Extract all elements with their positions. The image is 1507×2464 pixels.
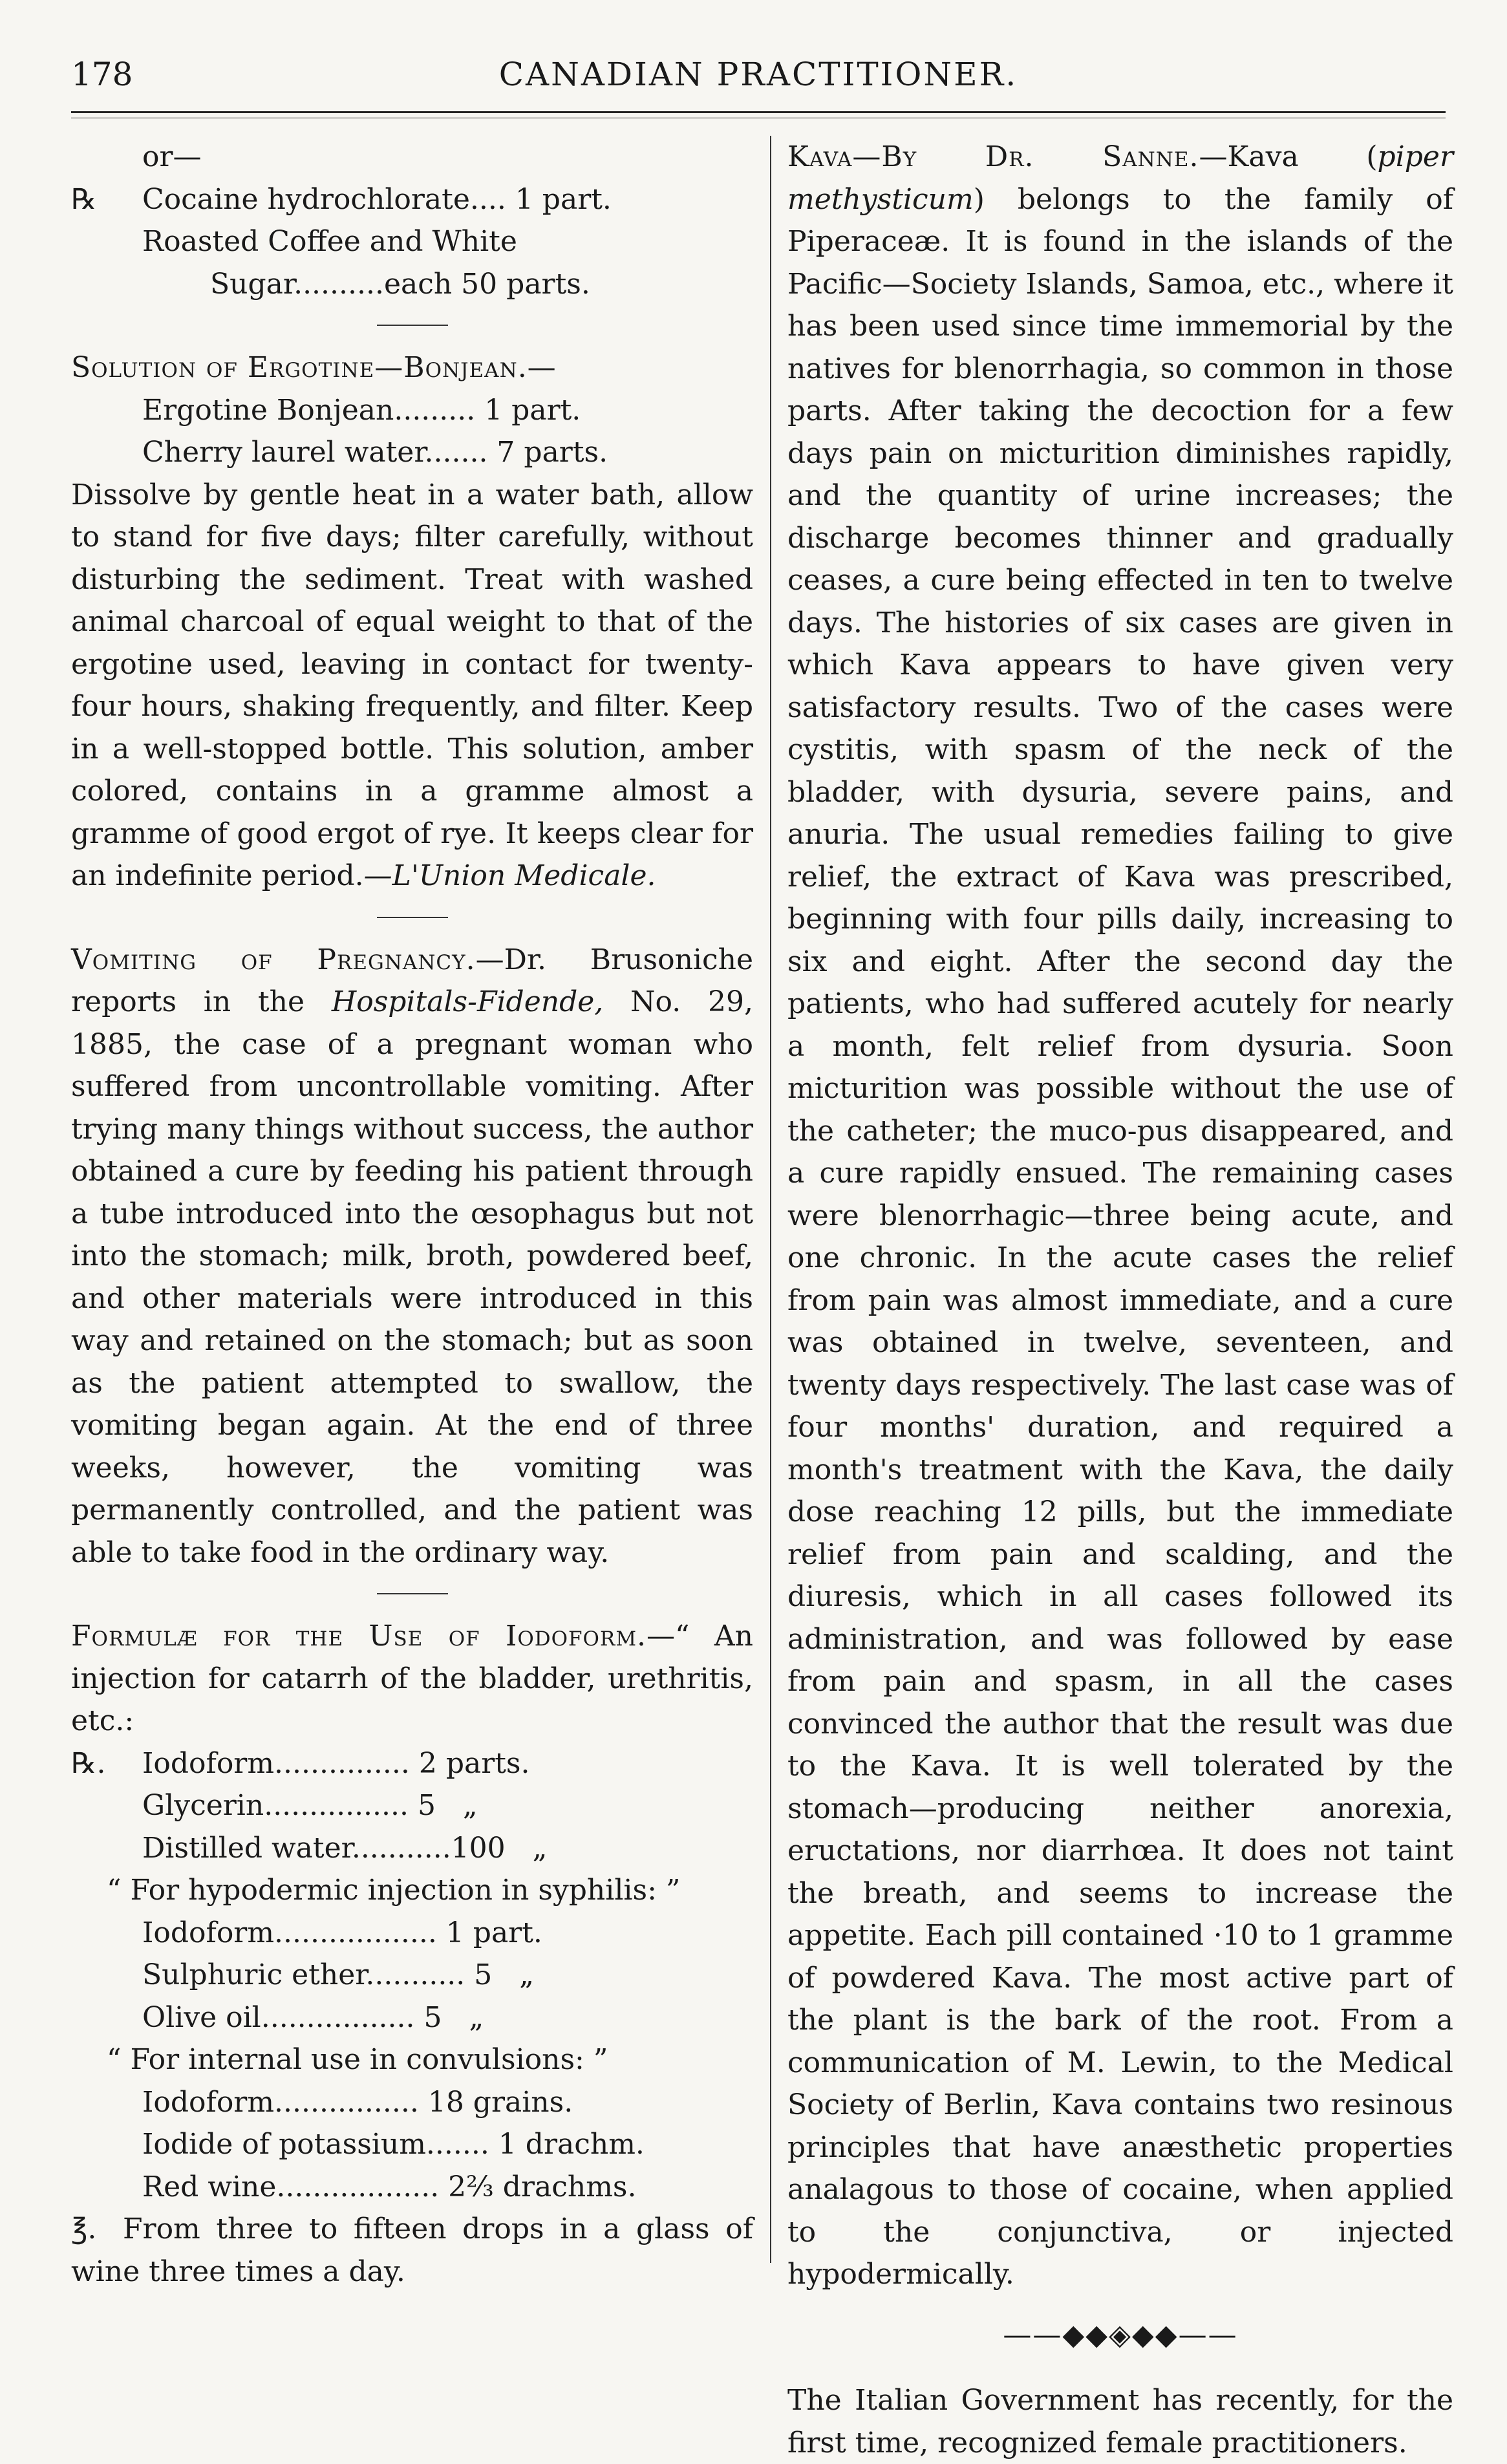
running-title: CANADIAN PRACTITIONER. <box>498 56 1018 93</box>
section-title: Vomiting of Pregnancy. <box>71 943 476 976</box>
kava-section <box>787 136 1453 2296</box>
journal-name: Hospitals-Fidende, <box>331 985 604 1018</box>
body-text: Dissolve by gentle heat in a water bath, allow to stand for five days; filter carefully, without disturbing the sediment. Treat with washed animal charcoal of equal weight to that of the ergotine used, leaving in contact for twenty-four hours, shaking frequently, and filter. Keep in a well-stopped bottle. This solution, amber colored, contains in a gramme almost a gramme of good ergot of rye. It keeps clear for an indefinite period. <box>71 478 753 892</box>
formula-line: Cherry laurel water....... 7 parts. <box>142 436 608 469</box>
page-header <box>71 56 1446 101</box>
vomiting-section <box>71 939 753 1574</box>
section-separator <box>377 917 448 918</box>
body-text: From three to fifteen drops in a glass of wine three times a day. <box>71 2212 753 2288</box>
column-divider <box>770 136 771 2263</box>
formula-line: Iodide of potassium....... 1 drachm. <box>142 2128 645 2161</box>
italian-section <box>787 2379 1453 2464</box>
m-symbol: ℥. <box>71 2212 97 2245</box>
ergotine-section <box>71 347 753 897</box>
formula-line: Olive oil................. 5 „ <box>142 2000 484 2034</box>
page-number: 178 <box>71 56 133 93</box>
formula-line: Glycerin................ 5 „ <box>142 1789 478 1822</box>
body-text: —Dr. Brusoniche reports in the <box>71 943 753 1018</box>
section-title: Formulæ for the Use of Iodoform. <box>71 1620 647 1653</box>
right-column <box>787 136 1453 2464</box>
header-rule <box>71 111 1446 113</box>
rx-symbol: ℞. <box>71 1746 106 1780</box>
formula-line: Distilled water...........100 „ <box>142 1831 548 1865</box>
rx-line: Roasted Coffee and White <box>142 225 517 258</box>
section-separator <box>377 1593 448 1594</box>
species-name: piper methysticum <box>787 140 1453 216</box>
rx-line: Sugar..........each 50 parts. <box>210 267 590 301</box>
section-separator <box>377 325 448 326</box>
formula-line: Ergotine Bonjean......... 1 part. <box>142 393 581 427</box>
formula-line: Iodoform............... 2 parts. <box>142 1746 530 1780</box>
body-text: ) belongs to the family of Piperaceæ. It is found in the islands of the Pacific—Society Islands, Samoa, etc., where it has been used since time immemorial by the natives for blenorrhagia, so common in those parts. After taking the decoction for a few days pain on micturition diminishes rapidly, and the quantity of urine increases; the discharge becomes thinner and gradually ceases, a cure being effected in ten to twelve days. The histories of six cases are given in which Kava appears to have given very satisfactory results. Two of the cases were cystitis, with spasm of the neck of the bladder, with dysuria, severe pains, and anuria. The usual remedies failing to give relief, the extract of Kava was prescribed, beginning with four pills daily, increasing to six and eight. After the second day the patients, who had suffered acutely for nearly a month, felt relief from dysuria. Soon micturition was possible without the use of the catheter; the muco-pus disappeared, and a cure rapidly ensued. The remaining cases were blenorrhagic—three being acute, and one chronic. In the acute cases the relief from pain was almost immediate, and a cure was obtained in twelve, seventeen, and twenty days respectively. The last case was of four months' duration, and required a month's treatment with the Kava, the daily dose reaching 12 pills, but the immediate relief from pain and scalding, and the diuresis, which in all cases followed its administration, and was followed by ease from pain and spasm, in all the cases convinced the author that the result was due to the Kava. It is well tolerated by the stomach—producing neither anorexia, eructations, nor diarrhœa. It does not taint the breath, and seems to increase the appetite. Each pill contained ·10 to 1 gramme of powdered Kava. The most active part of the plant is the bark of the root. From a communication of M. Lewin, to the Medical Society of Berlin, Kava contains two resinous principles that have anæsthetic properties analagous to those of cocaine, when applied to the conjunctiva, or injected hypodermically. <box>787 182 1453 2291</box>
formula-line: Iodoform................ 18 grains. <box>142 2085 573 2119</box>
formula-heading: “ For internal use in convulsions: ” <box>107 2043 608 2076</box>
or-line: or— <box>142 140 202 173</box>
ornament-divider: ——◆◆◈◆◆—— <box>1003 2318 1238 2352</box>
left-column <box>71 136 753 2293</box>
body-text: The Italian Government has recently, for the first time, recognized female practitioners. <box>787 2384 1453 2459</box>
body-text: —Kava ( <box>1199 140 1378 173</box>
iodoform-section <box>71 1615 753 2293</box>
rx-line: Cocaine hydrochlorate.... 1 part. <box>142 182 612 216</box>
body-text: No. 29, 1885, the case of a pregnant woman who suffered from uncontrollable vomiting. After trying many things without success, the author obtained a cure by feeding his patient through a tube introduced into the œsophagus but not into the stomach; milk, broth, powdered beef, and other materials were introduced in this way and retained on the stomach; but as soon as the patient attempted to swallow, the vomiting began again. At the end of three weeks, however, the vomiting was permanently controlled, and the patient was able to take food in the ordinary way. <box>71 985 754 1569</box>
section-title: Solution of Ergotine—Bonjean.— <box>71 351 557 384</box>
source-citation: —L'Union Medicale. <box>363 859 656 892</box>
formula-line: Sulphuric ether........... 5 „ <box>142 1958 535 1991</box>
rx-symbol: ℞ <box>71 182 97 216</box>
rx-cocaine <box>71 178 753 306</box>
section-title: Kava—By Dr. Sanne. <box>787 140 1199 173</box>
body-text: —“ An injection for catarrh of the bladder, urethritis, etc.: <box>71 1620 754 1737</box>
formula-heading: “ For hypodermic injection in syphilis: ” <box>107 1874 681 1907</box>
formula-line: Red wine.................. 2⅔ drachms. <box>142 2170 637 2203</box>
formula-line: Iodoform.................. 1 part. <box>142 1916 542 1949</box>
